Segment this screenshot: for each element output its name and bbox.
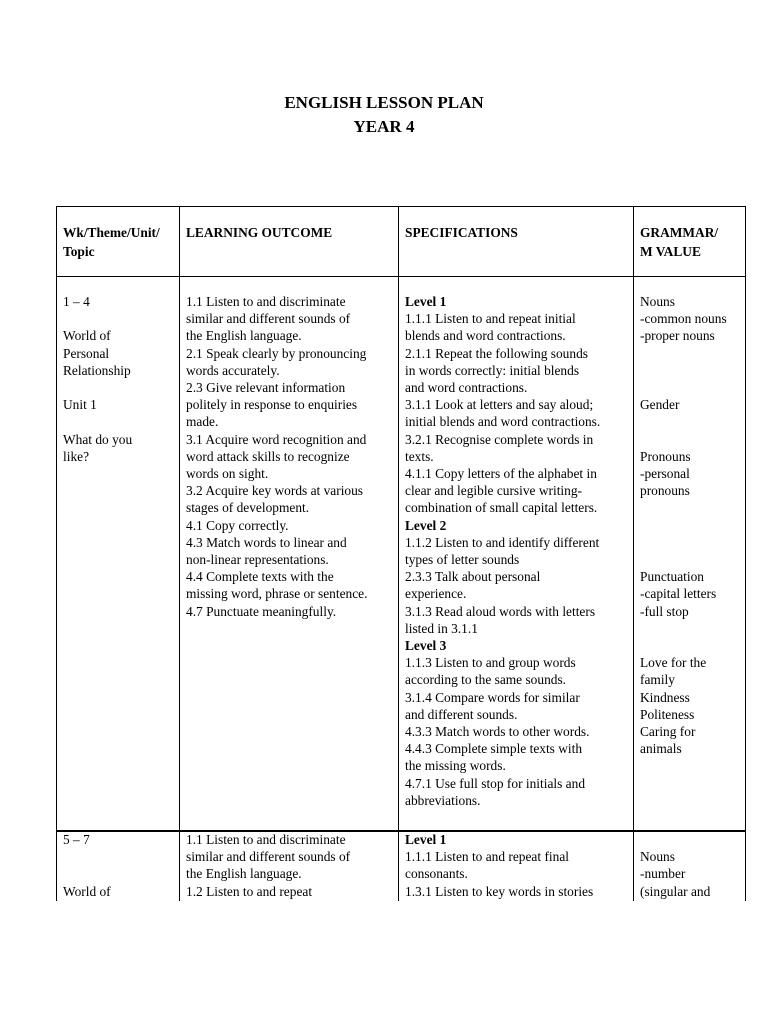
text-line: -full stop — [640, 603, 689, 619]
text-line: experience. — [405, 586, 467, 602]
text-line: Gender — [640, 397, 680, 413]
row-divider — [56, 276, 746, 277]
text-line: and word contractions. — [405, 380, 528, 396]
text-line: LEARNING OUTCOME — [186, 225, 333, 240]
header-specifications — [405, 223, 518, 242]
row1-week-theme — [63, 293, 132, 465]
text-line: Level 1 — [405, 294, 447, 309]
header-learning-outcome — [186, 223, 332, 242]
header-week-theme — [63, 223, 160, 261]
text-line: Pronouns — [640, 448, 691, 464]
text-line: 3.1 Acquire word recognition and — [186, 431, 367, 447]
text-line: M VALUE — [640, 244, 701, 259]
text-line: 1.3.1 Listen to key words in stories — [405, 883, 594, 899]
text-line: 2.1.1 Repeat the following sounds — [405, 345, 588, 361]
text-line: 4.3.3 Match words to other words. — [405, 724, 590, 740]
text-line: -proper nouns — [640, 328, 715, 344]
text-line: stages of development. — [186, 500, 310, 516]
row1-specifications — [405, 293, 600, 809]
text-line: according to the same sounds. — [405, 672, 567, 688]
text-line: 1.1.3 Listen to and group words — [405, 655, 576, 671]
text-line — [640, 431, 727, 448]
text-line — [640, 345, 727, 362]
text-line: types of letter sounds — [405, 552, 520, 568]
text-line — [640, 517, 727, 534]
text-line: made. — [186, 414, 219, 430]
text-line: Kindness — [640, 689, 690, 705]
row2-grammar-values — [640, 831, 710, 900]
text-line: Wk/Theme/Unit/ — [63, 225, 160, 240]
text-line: 3.2.1 Recognise complete words in — [405, 431, 594, 447]
text-line: 3.1.3 Read aloud words with letters — [405, 603, 596, 619]
text-line: Level 1 — [405, 832, 447, 847]
text-line: 1.2 Listen to and repeat — [186, 883, 313, 899]
text-line — [63, 865, 111, 882]
text-line: in words correctly: initial blends — [405, 362, 580, 378]
text-line: Politeness — [640, 706, 695, 722]
text-line — [63, 310, 132, 327]
text-line: abbreviations. — [405, 792, 481, 808]
text-line: 3.1.4 Compare words for similar — [405, 689, 580, 705]
text-line: 4.7.1 Use full stop for initials and — [405, 775, 586, 791]
text-line — [640, 379, 727, 396]
text-line: 4.7 Punctuate meaningfully. — [186, 603, 337, 619]
text-line: listed in 3.1.1 — [405, 620, 478, 636]
text-line: animals — [640, 741, 682, 757]
text-line — [640, 499, 727, 516]
text-line — [640, 362, 727, 379]
text-line: the English language. — [186, 866, 302, 882]
text-line: -number — [640, 866, 686, 882]
text-line: politely in response to enquiries — [186, 397, 358, 413]
text-line: 4.3 Match words to linear and — [186, 534, 347, 550]
column-divider — [633, 206, 634, 901]
text-line — [640, 637, 727, 654]
row2-specifications — [405, 831, 593, 900]
text-line: Punctuation — [640, 569, 704, 585]
text-line: blends and word contractions. — [405, 328, 566, 344]
text-line: 1.1.1 Listen to and repeat initial — [405, 311, 576, 327]
text-line: Nouns — [640, 849, 675, 865]
text-line: 4.1.1 Copy letters of the alphabet in — [405, 466, 597, 482]
row2-week-theme — [63, 831, 111, 900]
text-line: 3.1.1 Look at letters and say aloud; — [405, 397, 594, 413]
text-line: consonants. — [405, 866, 468, 882]
row2-learning-outcomes — [186, 831, 350, 900]
text-line: non-linear representations. — [186, 552, 329, 568]
text-line: 2.3.3 Talk about personal — [405, 569, 541, 585]
text-line: 1.1 Listen to and discriminate — [186, 294, 346, 309]
text-line: SPECIFICATIONS — [405, 225, 518, 240]
text-line: -capital letters — [640, 586, 717, 602]
text-line — [640, 413, 727, 430]
text-line: 4.4 Complete texts with the — [186, 569, 334, 585]
text-line: Level 3 — [405, 638, 447, 654]
column-divider — [179, 206, 180, 901]
text-line: Nouns — [640, 294, 675, 309]
text-line: -common nouns — [640, 311, 727, 327]
text-line: 3.2 Acquire key words at various — [186, 483, 364, 499]
text-line — [640, 831, 710, 848]
text-line: like? — [63, 448, 90, 464]
text-line: 4.4.3 Complete simple texts with — [405, 741, 583, 757]
text-line: family — [640, 672, 675, 688]
text-line: words accurately. — [186, 362, 280, 378]
text-line: words on sight. — [186, 466, 269, 482]
text-line: World of — [63, 328, 111, 344]
text-line: 1 – 4 — [63, 294, 90, 309]
text-line: Level 2 — [405, 517, 447, 533]
text-line: Topic — [63, 244, 95, 259]
row1-grammar-values — [640, 293, 727, 757]
document-title: ENGLISH LESSON PLAN — [284, 93, 484, 112]
text-line: and different sounds. — [405, 706, 518, 722]
text-line: What do you — [63, 431, 133, 447]
text-line: Love for the — [640, 655, 707, 671]
text-line: texts. — [405, 448, 434, 464]
text-line: (singular and — [640, 883, 711, 899]
header-grammar-value — [640, 223, 718, 261]
text-line: 2.3 Give relevant information — [186, 380, 346, 396]
lesson-plan-table — [56, 206, 746, 901]
text-line: -personal — [640, 465, 690, 481]
text-line: word attack skills to recognize — [186, 448, 350, 464]
table-border-top — [56, 206, 746, 207]
table-border-left — [56, 206, 57, 901]
text-line: the missing words. — [405, 758, 506, 774]
text-line — [63, 379, 132, 396]
text-line: Personal — [63, 345, 110, 361]
table-border-right — [745, 206, 746, 901]
text-line: 1.1 Listen to and discriminate — [186, 832, 346, 847]
text-line: 1.1.1 Listen to and repeat final — [405, 849, 569, 865]
text-line: 2.1 Speak clearly by pronouncing — [186, 345, 367, 361]
text-line: 1.1.2 Listen to and identify different — [405, 534, 600, 550]
text-line: the English language. — [186, 328, 302, 344]
text-line: GRAMMAR/ — [640, 225, 719, 240]
text-line: similar and different sounds of — [186, 849, 351, 865]
text-line: 5 – 7 — [63, 832, 90, 847]
text-line — [63, 413, 132, 430]
text-line: Caring for — [640, 723, 696, 739]
row1-learning-outcomes — [186, 293, 367, 620]
text-line: similar and different sounds of — [186, 311, 351, 327]
text-line: missing word, phrase or sentence. — [186, 586, 368, 602]
text-line: World of — [63, 883, 111, 899]
text-line — [640, 551, 727, 568]
text-line — [640, 620, 727, 637]
document-subtitle: YEAR 4 — [353, 117, 415, 136]
text-line: Relationship — [63, 362, 131, 378]
text-line: combination of small capital letters. — [405, 500, 598, 516]
column-divider — [398, 206, 399, 901]
text-line: pronouns — [640, 483, 690, 499]
text-line: initial blends and word contractions. — [405, 414, 601, 430]
text-line: 4.1 Copy correctly. — [186, 517, 289, 533]
text-line — [640, 534, 727, 551]
text-line: clear and legible cursive writing- — [405, 483, 582, 499]
text-line — [63, 848, 111, 865]
text-line: Unit 1 — [63, 397, 97, 413]
